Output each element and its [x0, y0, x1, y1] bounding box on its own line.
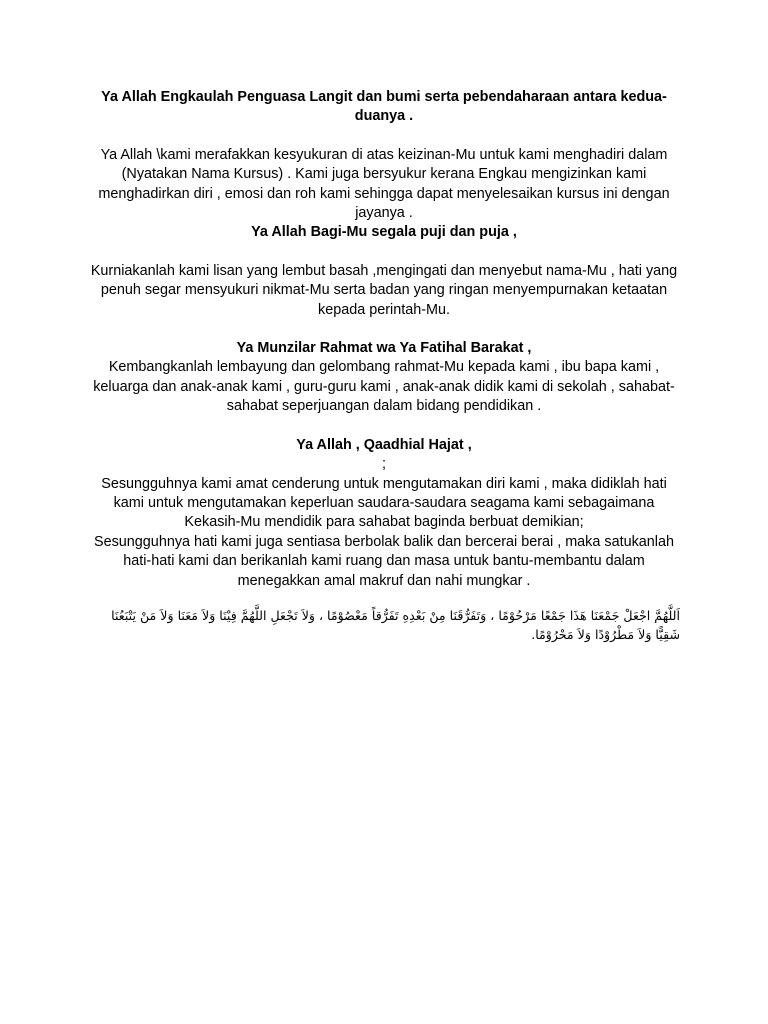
paragraph-kurniakanlah: Kurniakanlah kami lisan yang lembut basah ,mengingati dan menyebut nama-Mu , hati yang penuh segar mensyukuri nikmat-Mu serta badan yang ringan menyempurnakan ketaatan kepada perintah-Mu.	[90, 262, 678, 318]
arabic-doa: اَللَّهُمَّ اجْعَلْ جَمْعَنَا هَذَا جَمْعًا مَرْحُوْمًا ، وَتَفَرُّقَنَا مِنْ بَعْدِهِ تَفَرُّقاً مَعْصُوْمًا ، وَلاَ تَجْعَلِ اللَّهُمَّ فِيْنَا وَلاَ مَعَنَا وَلاَ مَنْ يَتْبَعُنَا شَقِيًّا وَلاَ مَطْرُوْدًا وَلاَ مَحْرُوْمًا.	[111, 608, 680, 642]
paragraph-kesyukuran: Ya Allah \kami merafakkan kesyukuran di atas keizinan-Mu untuk kami menghadiri dalam (Nyatakan Nama Kursus) . Kami juga bersyukur kerana Engkau mengizinkan kami menghadirkan diri , emosi dan roh kami sehingga dapat menyelesaikan kursus ini dengan jayanya .	[98, 146, 670, 222]
paragraph-mengutamakan: Sesungguhnya kami amat cenderung untuk mengutamakan diri kami , maka didiklah hati kami untuk mengutamakan keperluan saudara-saudara seagama kami sebagaimana Kekasih-Mu mendidik para sahabat baginda berbuat demikian;	[101, 475, 667, 531]
heading-puji-dan-puja: Ya Allah Bagi-Mu segala puji dan puja ,	[251, 224, 517, 241]
heading-munzilar-rahmat: Ya Munzilar Rahmat wa Ya Fatihal Barakat ,	[236, 340, 532, 357]
spacer	[88, 417, 680, 436]
heading-qaadhial-hajat: Ya Allah , Qaadhial Hajat ,	[296, 436, 472, 453]
document-body	[88, 88, 680, 591]
heading-penguasa-langit: Ya Allah Engkaulah Penguasa Langit dan bumi serta pebendaharaan antara kedua-duanya .	[101, 89, 667, 125]
paragraph-kembangkanlah: Kembangkanlah lembayung dan gelombang rahmat-Mu kepada kami , ibu bapa kami , keluarga dan anak-anak kami , guru-guru kami , anak-anak didik kami di sekolah , sahabat-sahabat seperjuangan dalam bidang pendidikan .	[93, 359, 675, 415]
spacer	[88, 243, 680, 262]
paragraph-satukanlah: Sesungguhnya hati kami juga sentiasa berbolak balik dan bercerai berai , maka satukanlah hati-hati kami dan berikanlah kami ruang dan masa untuk bantu-membantu dalam menegakkan amal makruf dan nahi mungkar .	[94, 533, 674, 589]
spacer	[88, 127, 680, 146]
semicolon-line: ;	[382, 456, 386, 473]
spacer	[88, 320, 680, 339]
